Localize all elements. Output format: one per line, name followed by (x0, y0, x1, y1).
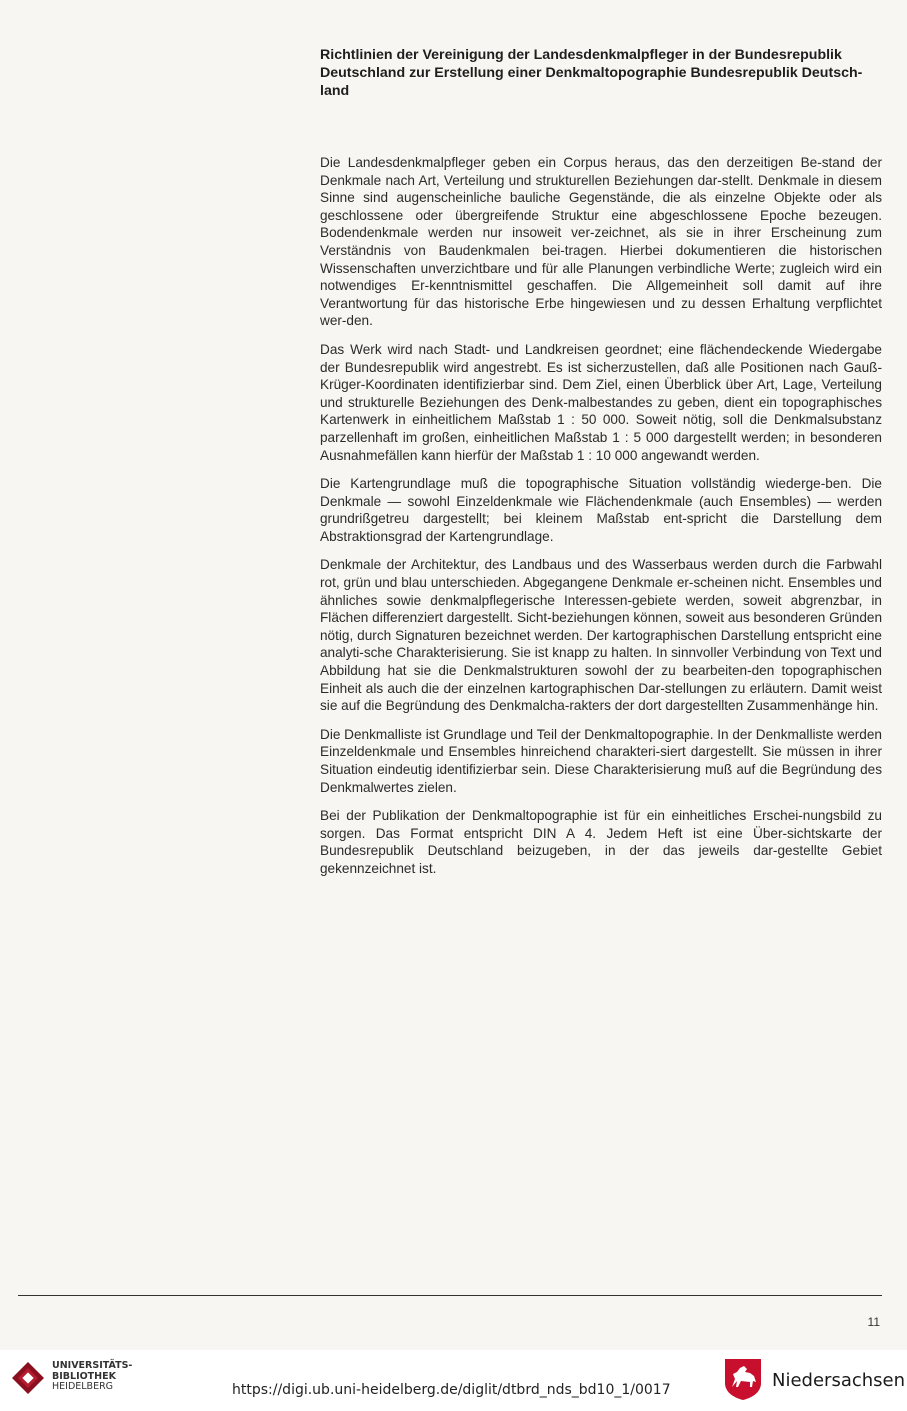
paragraph: Das Werk wird nach Stadt- und Landkreisen geordnet; eine flächendeckende Wiedergabe der Bundesrepublik wird angestrebt. Es ist sicherzustellen, daß alle Positionen nach Gauß-Krüger-Koordinaten identifizierbar sind. Dem Ziel, einen Überblick über Art, Lage, Verteilung und strukturelle Beziehungen des Denk-malbestandes zu geben, dient ein topographisches Kartenwerk in einheitlichem Maßstab 1 : 50 000. Soweit nötig, soll die Denkmalsubstanz parzellenhaft im großen, einheitlichen Maßstab 1 : 5 000 dargestellt werden; in besonderen Ausnahmefällen kann hierfür der Maßstab 1 : 10 000 angewandt werden. (320, 341, 882, 463)
saxon-steed-icon (723, 1357, 763, 1401)
page-title: Richtlinien der Vereinigung der Landesdenkmalpfleger in der Bundesrepublik Deutschland zur Erstellung einer Denkmaltopographie Bundesrepublik Deutsch-land (320, 47, 863, 99)
library-name-line: UNIVERSITÄTS- (52, 1360, 133, 1371)
partner-name: Niedersachsen (772, 1370, 906, 1391)
permalink-url[interactable]: https://digi.ub.uni-heidelberg.de/diglit/dtbrd_nds_bd10_1/0017 (232, 1382, 671, 1398)
page-number: 11 (867, 1315, 880, 1329)
paragraph: Die Landesdenkmalpfleger geben ein Corpus heraus, das den derzeitigen Be-stand der Denkmale nach Art, Verteilung und strukturellen Beziehungen dar-stellt. Denkmale in diesem Sinne sind augenscheinliche bauliche Gegenstände, die als einzelne Objekte oder als geschlossene oder übergreifende Struktur eine abgeschlossene Epoche bezeugen. Bodendenkmale werden nur insoweit ver-zeichnet, als sie in ihrer Erscheinung zum Verständnis von Baudenkmalen bei-tragen. Hierbei dokumentieren die historischen Wissenschaften unverzichtbare und für alle Planungen verbindliche Werte; zugleich wird ein notwendiges Er-kenntnismittel geschaffen. Die Allgemeinheit soll damit auf ihre Verantwortung für das historische Erbe hingewiesen und zu dessen Erhaltung verpflichtet wer-den. (320, 155, 882, 329)
body-text (320, 154, 882, 889)
library-logo-icon[interactable] (8, 1358, 48, 1398)
paragraph: Bei der Publikation der Denkmaltopographie ist für ein einheitliches Erschei-nungsbild zu sorgen. Das Format entspricht DIN A 4. Jedem Heft ist eine Über-sichtskarte der Bundesrepublik Deutschland beizugeben, in der das jeweils dar-gestellte Gebiet gekennzeichnet ist. (320, 808, 882, 876)
paragraph: Denkmale der Architektur, des Landbaus und des Wasserbaus werden durch die Farbwahl rot, grün und blau unterschieden. Abgegangene Denkmale er-scheinen nicht. Ensembles und ähnliches sowie denkmalpflegerische Interessen-gebiete werden, soweit abgrenzbar, in Flächen differenziert dargestellt. Sicht-beziehungen können, soweit aus besonderen Gründen nötig, durch Signaturen bezeichnet werden. Der kartographischen Darstellung entspricht eine analyti-sche Charakterisierung. Sie ist knapp zu halten. In sinnvoller Verbindung von Text und Abbildung hat sie die Denkmalstrukturen sowohl der zu bearbeiten-den topographischen Einheit als auch die der einzelnen kartographischen Dar-stellungen zu erläutern. Damit weist sie auf die Begründung des Denkmalcha-rakters der dort dargestellten Zusammenhänge hin. (320, 557, 882, 714)
bottom-rule (18, 1295, 882, 1296)
library-name[interactable] (52, 1361, 132, 1393)
paragraph: Die Denkmalliste ist Grundlage und Teil der Denkmaltopographie. In der Denkmalliste werden Einzeldenkmale und Ensembles hinreichend charakteri-siert dargestellt. Sie müssen in ihrer Situation eindeutig identifizierbar sein. Diese Charakterisierung muß auf die Begründung des Denkmalwertes zielen. (320, 726, 882, 795)
paragraph: Die Kartengrundlage muß die topographische Situation vollständig wiederge-ben. Die Denkmale — sowohl Einzeldenkmale wie Flächendenkmale (auch Ensembles) — werden grundrißgetreu dargestellt; bei kleinem Maßstab ent-spricht die Darstellung dem Abstraktionsgrad der Kartengrundlage. (320, 476, 882, 544)
footer (0, 1350, 907, 1411)
library-name-line: BIBLIOTHEK (52, 1370, 116, 1382)
library-name-line: HEIDELBERG (52, 1381, 114, 1392)
